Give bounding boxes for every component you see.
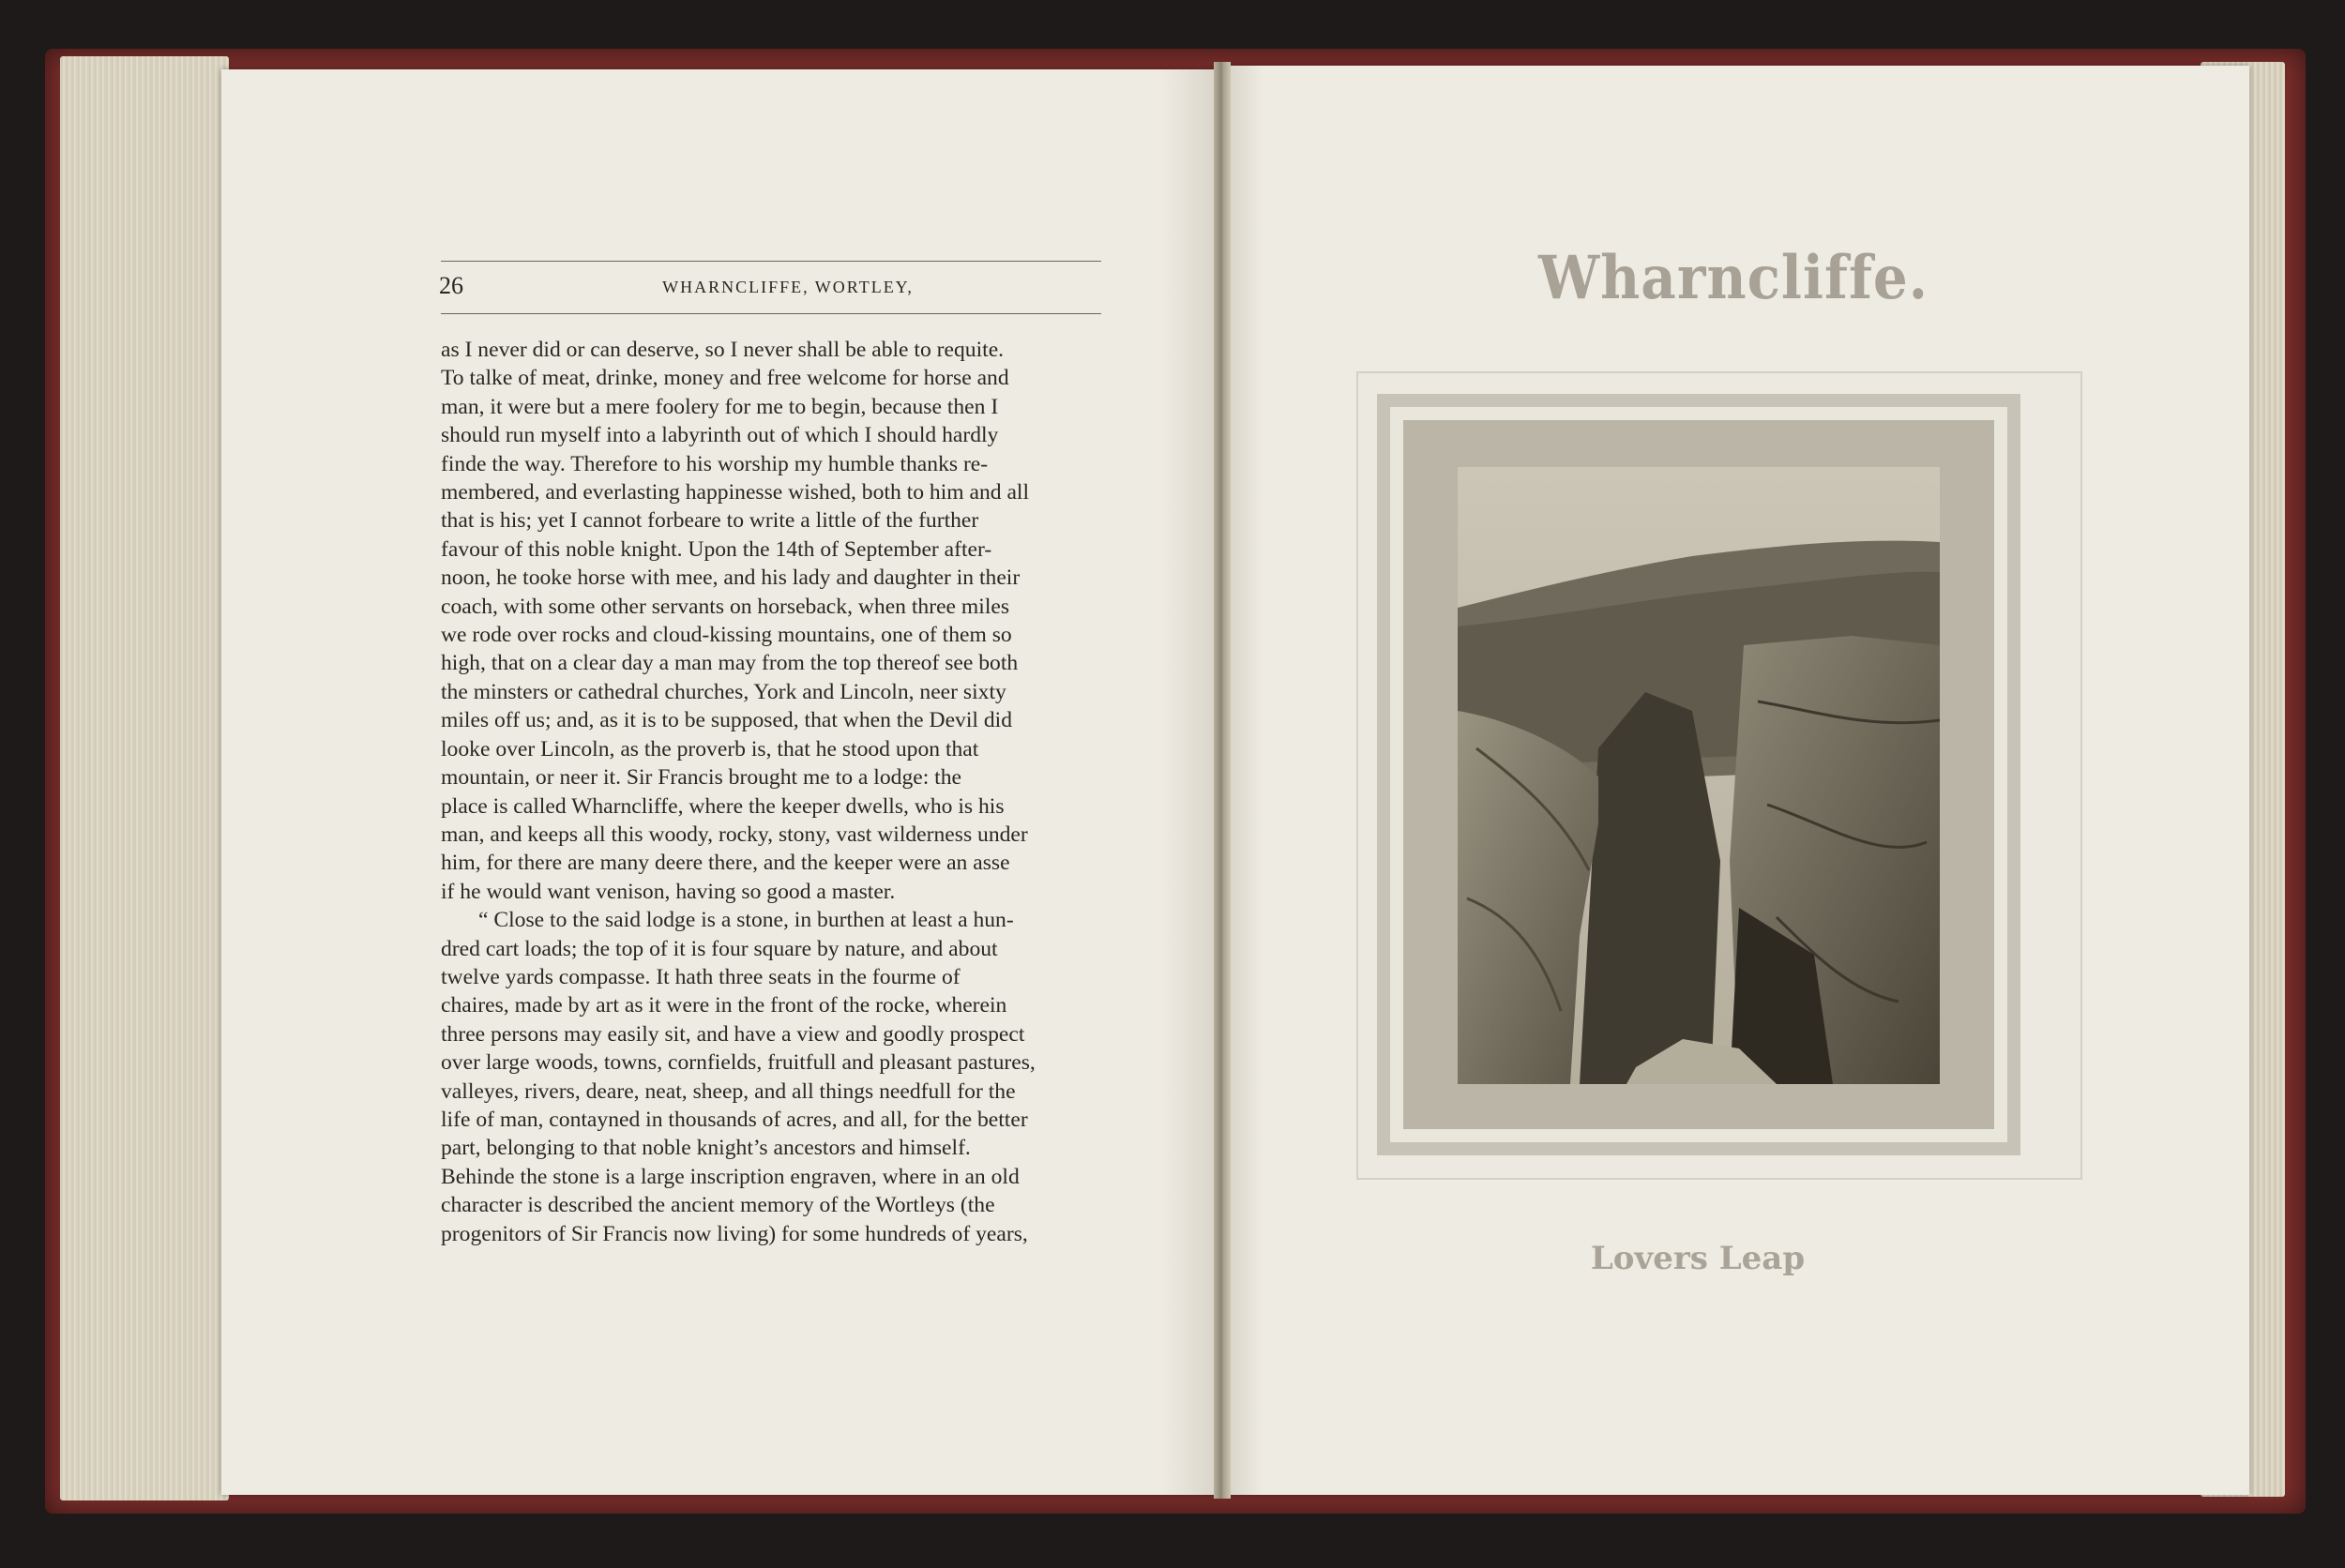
text-line: place is called Wharncliffe, where the keeper dwells, who is his — [441, 793, 1005, 819]
page-number: 26 — [439, 272, 463, 299]
text-line: if he would want venison, having so good a master. — [441, 879, 896, 904]
text-line: looke over Lincoln, as the proverb is, that he stood upon that — [441, 736, 979, 761]
plate-title: Wharncliffe. — [1538, 242, 1929, 313]
text-line: man, and keeps all this woody, rocky, stony, vast wilderness under — [441, 822, 1028, 847]
text-line: progenitors of Sir Francis now living) for some hundreds of years, — [441, 1221, 1028, 1246]
text-line: three persons may easily sit, and have a view and goodly prospect — [441, 1021, 1025, 1047]
albumen-photograph — [1458, 467, 1940, 1084]
text-line: that is his; yet I cannot forbeare to write a little of the further — [441, 508, 979, 534]
text-line: coach, with some other servants on horseback, when three miles — [441, 594, 1010, 619]
book-gutter — [1214, 62, 1231, 1499]
text-line: the minsters or cathedral churches, York and Lincoln, neer sixty — [441, 679, 1006, 704]
text-line: miles off us; and, as it is to be supposed, that when the Devil did — [441, 708, 1012, 733]
body-text — [441, 336, 1105, 1248]
text-line: favour of this noble knight. Upon the 14th of September after- — [441, 536, 992, 562]
text-line: life of man, contayned in thousands of acres, and all, for the better — [441, 1107, 1028, 1132]
text-line: high, that on a clear day a man may from the top thereof see both — [441, 651, 1019, 676]
text-line: over large woods, towns, cornfields, fruitfull and pleasant pastures, — [441, 1050, 1036, 1076]
text-line: as I never did or can deserve, so I never shall be able to requite. — [441, 338, 1005, 362]
text-line: dred cart loads; the top of it is four square by nature, and about — [441, 936, 998, 961]
paragraph-1 — [441, 336, 1105, 906]
text-line: valleyes, rivers, deare, neat, sheep, and all things needfull for the — [441, 1078, 1016, 1104]
text-line: To talke of meat, drinke, money and free welcome for horse and — [441, 366, 1009, 391]
text-line: part, belonging to that noble knight’s ancestors and himself. — [441, 1136, 971, 1161]
text-line: membered, and everlasting happinesse wished, both to him and all — [441, 480, 1030, 505]
text-line: we rode over rocks and cloud-kissing mountains, one of them so — [441, 623, 1012, 648]
text-line: should run myself into a labyrinth out of which I should hardly — [441, 423, 999, 448]
header-rule-top — [441, 261, 1101, 262]
text-line: man, it were but a mere foolery for me to begin, because then I — [441, 394, 999, 419]
paragraph-2 — [441, 906, 1105, 1248]
text-line: chaires, made by art as it were in the front of the rocke, wherein — [441, 993, 1007, 1018]
text-line: Behinde the stone is a large inscription engraven, where in an old — [441, 1164, 1020, 1189]
text-line: him, for there are many deere there, and the keeper were an asse — [441, 851, 1010, 876]
text-line: noon, he tooke horse with mee, and his lady and daughter in their — [441, 565, 1021, 591]
rock-landscape-image — [1458, 467, 1940, 1084]
header-rule-bottom — [441, 313, 1101, 314]
running-head: WHARNCLIFFE, WORTLEY, — [662, 278, 914, 296]
text-line: “ Close to the said lodge is a stone, in burthen at least a hun- — [478, 908, 1014, 933]
text-line: character is described the ancient memory of the Wortleys (the — [441, 1193, 995, 1218]
page-edges-left — [60, 56, 229, 1500]
text-line: mountain, or neer it. Sir Francis brought me to a lodge: the — [441, 765, 961, 791]
plate-caption: Lovers Leap — [1590, 1240, 1806, 1277]
text-line: finde the way. Therefore to his worship my humble thanks re- — [441, 451, 989, 476]
text-line: twelve yards compasse. It hath three seats in the fourme of — [441, 964, 961, 989]
